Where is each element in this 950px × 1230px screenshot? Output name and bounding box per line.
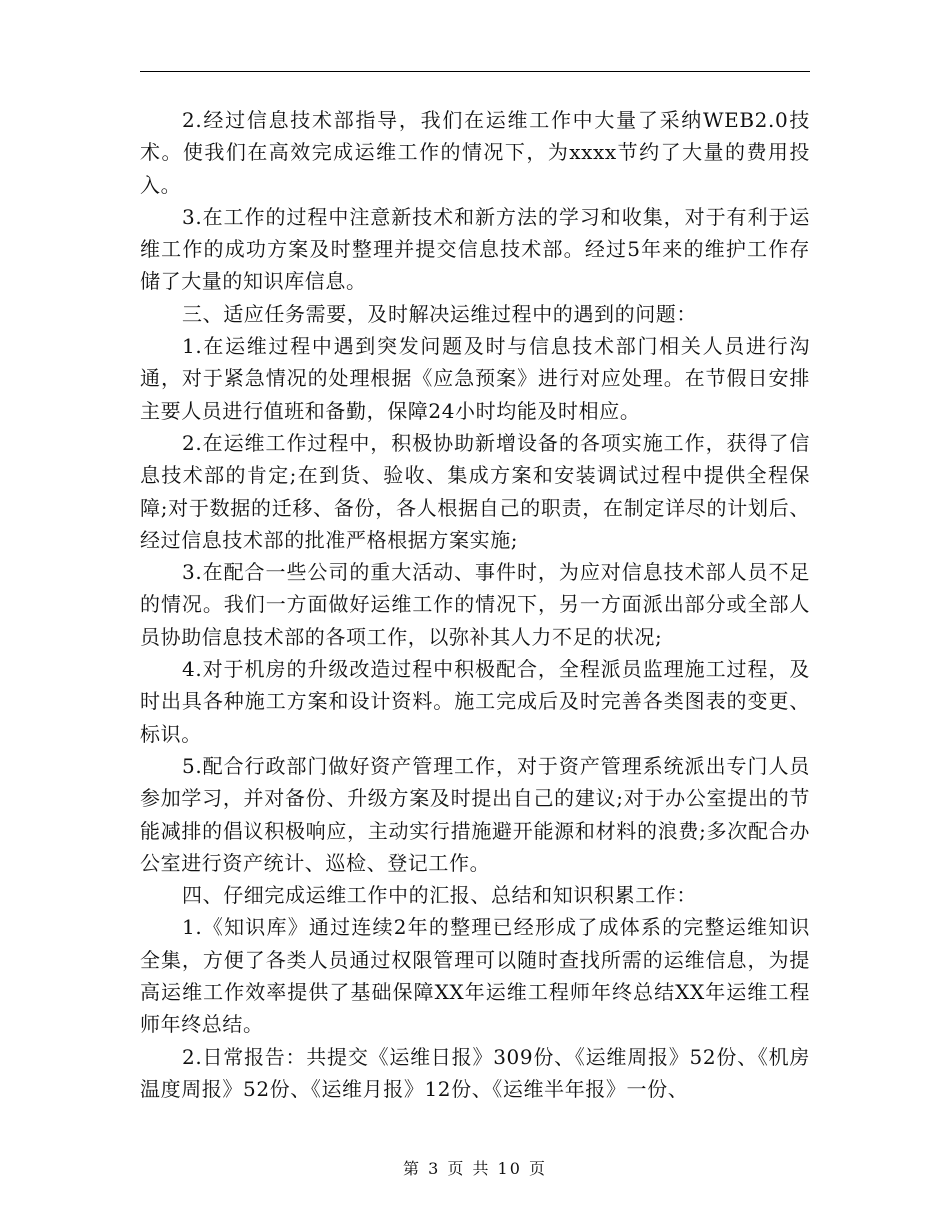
paragraph: 2.在运维工作过程中，积极协助新增设备的各项实施工作，获得了信息技术部的肯定;在到货、验收、集成方案和安装调试过程中提供全程保障;对于数据的迁移、备份，各人根据自己的职责，在制定详尽的计划后、经过信息技术部的批准严格根据方案实施; [140, 430, 810, 552]
document-body [140, 104, 810, 1105]
paragraph: 1.《知识库》通过连续2年的整理已经形成了成体系的完整运维知识全集，方便了各类人员通过权限管理可以随时查找所需的运维信息，为提高运维工作效率提供了基础保障XX年运维工程师年终总结XX年运维工程师年终总结。 [140, 915, 810, 1037]
paragraph: 3.在配合一些公司的重大活动、事件时，为应对信息技术部人员不足的情况。我们一方面做好运维工作的情况下，另一方面派出部分或全部人员协助信息技术部的各项工作，以弥补其人力不足的状况; [140, 560, 810, 649]
header-rule [140, 71, 810, 72]
current-page-number: 3 [428, 1159, 441, 1178]
paragraph: 3.在工作的过程中注意新技术和新方法的学习和收集，对于有利于运维工作的成功方案及时整理并提交信息技术部。经过5年来的维护工作存储了大量的知识库信息。 [140, 204, 810, 294]
section-heading: 三、适应任务需要，及时解决运维过程中的遇到的问题： [182, 301, 697, 326]
page-label-prefix: 第 [402, 1159, 421, 1178]
section-heading: 四、仔细完成运维工作中的汇报、总结和知识积累工作： [182, 883, 697, 908]
paragraph: 4.对于机房的升级改造过程中积极配合，全程派员监理施工过程，及时出具各种施工方案和设计资料。施工完成后及时完善各类图表的变更、标识。 [140, 657, 810, 746]
paragraph: 2.日常报告：共提交《运维日报》309份、《运维周报》52份、《机房温度周报》52份、《运维月报》12份、《运维半年报》一份、 [140, 1044, 810, 1101]
paragraph: 1.在运维过程中遇到突发问题及时与信息技术部门相关人员进行沟通，对于紧急情况的处理根据《应急预案》进行对应处理。在节假日安排主要人员进行值班和备勤，保障24小时均能及时相应。 [140, 334, 810, 423]
total-pages-number: 10 [497, 1159, 522, 1178]
paragraph: 2.经过信息技术部指导，我们在运维工作中大量了采纳WEB2.0技术。使我们在高效完成运维工作的情况下，为xxxx节约了大量的费用投入。 [140, 108, 810, 197]
page-label-suffix: 页 [529, 1159, 548, 1178]
paragraph: 5.配合行政部门做好资产管理工作，对于资产管理系统派出专门人员参加学习，并对备份、升级方案及时提出自己的建议;对于办公室提出的节能减排的倡议积极响应，主动实行措施避开能源和材料的浪费;多次配合办公室进行资产统计、巡检、登记工作。 [140, 753, 810, 875]
page-label-mid: 页 共 [447, 1159, 491, 1178]
page-number-footer [0, 1156, 950, 1179]
